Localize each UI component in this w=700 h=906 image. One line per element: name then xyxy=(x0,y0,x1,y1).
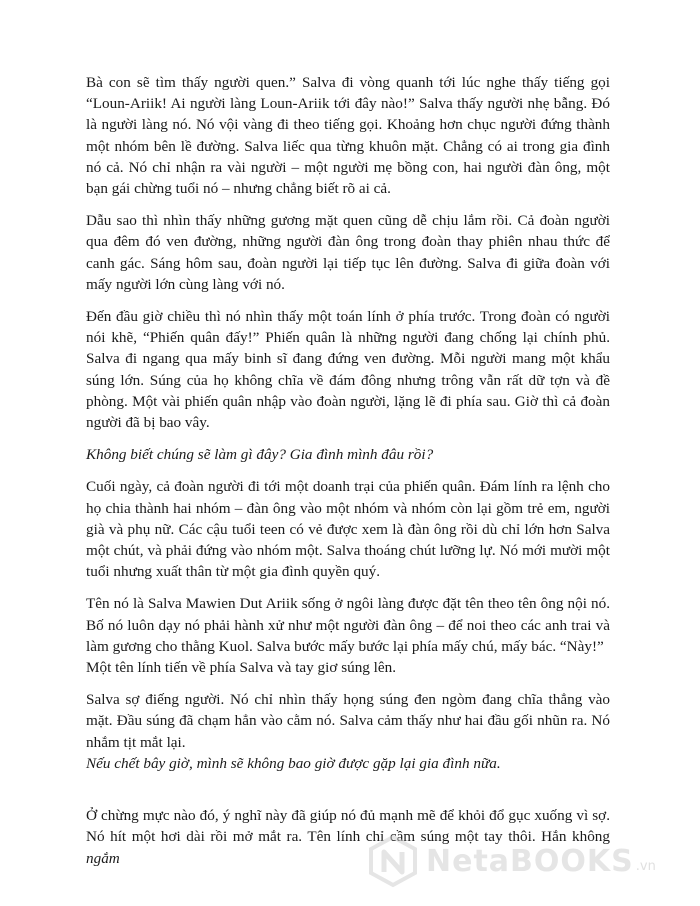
paragraph-3: Đến đầu giờ chiều thì nó nhìn thấy một toán lính ở phía trước. Trong đoàn có người nói khẽ, “Phiến quân đấy!” Phiến quân là những người đang chống lại chính phủ. Salva đi ngang qua mấy binh sĩ đang đứng ven đường. Mỗi người mang một khẩu súng lớn. Súng của họ không chĩa về đám đông nhưng trông vẫn rất dữ tợn và đề phòng. Một vài phiến quân nhập vào đoàn người, lặng lẽ đi phía sau. Giờ thì cả đoàn người đã bị bao vây. xyxy=(86,308,610,432)
watermark xyxy=(366,834,656,888)
netabooks-logo-icon xyxy=(366,834,420,888)
italic-thought-1: Không biết chúng sẽ làm gì đây? Gia đình mình đâu rồi? xyxy=(86,446,434,464)
watermark-suffix: .vn xyxy=(635,858,656,874)
paragraph-5: Tên nó là Salva Mawien Dut Ariik sống ở ngôi làng được đặt tên theo tên ông nội nó. Bố nó luôn dạy nó phải hành xử như một người đàn ông – để noi theo các anh trai và làm gương cho thằng Kuol. Salva bước mấy bước lại phía mấy chú, mấy bác. “Này!” xyxy=(86,595,610,655)
page-content xyxy=(86,72,610,880)
paragraph-8-text: Ở chừng mực nào đó, ý nghĩ này đã giúp nó đủ mạnh mẽ để khỏi đổ gục xuống vì sợ. Nó hít một hơi dài rồi mở mắt ra. Tên lính chỉ cầm súng một tay thôi. Hắn không xyxy=(86,807,610,846)
watermark-brand: NetaBOOKS xyxy=(426,843,634,879)
paragraph-2: Dẫu sao thì nhìn thấy những gương mặt quen cũng dễ chịu lắm rồi. Cả đoàn người qua đêm đó ven đường, những người đàn ông trong đoàn thay phiên nhau thức để canh gác. Sáng hôm sau, đoàn người lại tiếp tục lên đường. Salva đi giữa đoàn với mấy người lớn cùng làng với nó. xyxy=(86,212,610,293)
paragraph-8-italic-tail: ngắm xyxy=(86,849,120,867)
paragraph-6: Một tên lính tiến về phía Salva và tay giơ súng lên. xyxy=(86,659,397,677)
paragraph-4: Cuối ngày, cả đoàn người đi tới một doanh trại của phiến quân. Đám lính ra lệnh cho họ chia thành hai nhóm – đàn ông vào một nhóm và nhóm còn lại gồm trẻ em, người già và phụ nữ. Các cậu tuổi teen có vẻ được xem là đàn ông rồi dù chỉ lớn hơn Salva một chút, và phải đứng vào nhóm một. Salva thoáng chút lưỡng lự. Nó mới mười một tuổi nhưng xuất thân từ một gia đình quyền quý. xyxy=(86,478,610,581)
italic-thought-2: Nếu chết bây giờ, mình sẽ không bao giờ được gặp lại gia đình nữa. xyxy=(86,754,501,772)
paragraph-1: Bà con sẽ tìm thấy người quen.” Salva đi vòng quanh tới lúc nghe thấy tiếng gọi “Loun-Ariik! Ai người làng Loun-Ariik tới đây nào!” Salva thấy người nhẹ bẫng. Đó là người làng nó. Nó vội vàng đi theo tiếng gọi. Khoảng hơn chục người đứng thành một nhóm bên lề đường. Salva liếc qua từng khuôn mặt. Chẳng có ai trong gia đình nó cả. Nó chỉ nhận ra vài người – một người mẹ bồng con, hai người đàn ông, một bạn gái chừng tuổi nó – nhưng chẳng biết rõ ai cả. xyxy=(86,74,610,198)
paragraph-7: Salva sợ điếng người. Nó chỉ nhìn thấy họng súng đen ngòm đang chĩa thẳng vào mặt. Đầu súng đã chạm hẳn vào cằm nó. Salva cảm thấy như hai đầu gối nhũn ra. Nó nhắm tịt mắt lại. xyxy=(86,691,610,751)
section-gap xyxy=(86,785,610,805)
